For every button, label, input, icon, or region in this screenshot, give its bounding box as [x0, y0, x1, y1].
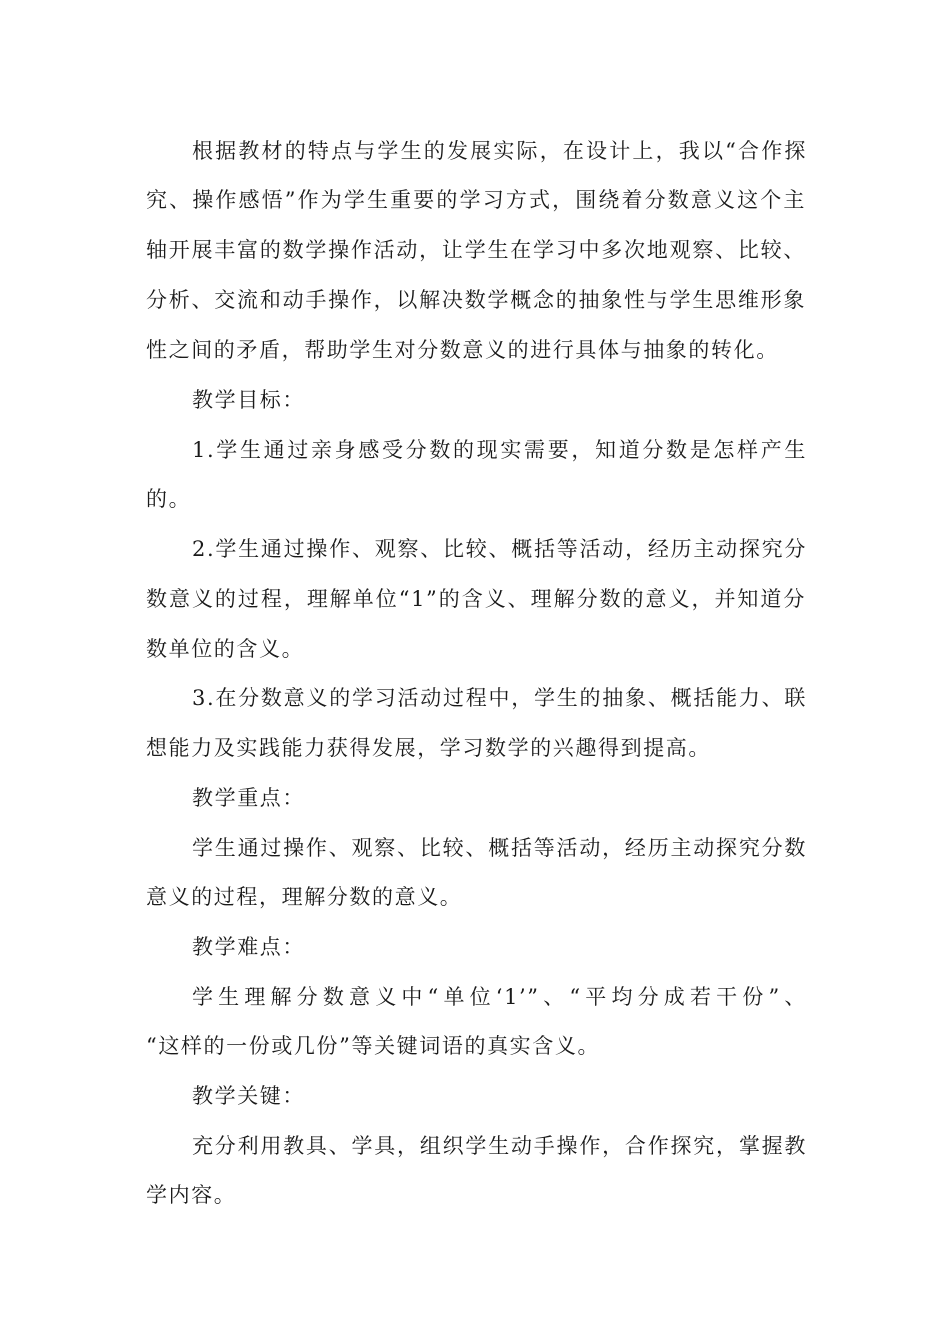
paragraph-intro-line-4: 分析、交流和动手操作，以解决数学概念的抽象性与学生思维形象 [146, 288, 806, 312]
paragraph-intro-line-3: 轴开展丰富的数学操作活动，让学生在学习中多次地观察、比较、 [146, 238, 806, 262]
paragraph-intro-line-1: 根据教材的特点与学生的发展实际，在设计上，我以“合作探 [192, 139, 807, 163]
difficulty-body-line-2: “这样的一份或几份”等关键词语的真实含义。 [146, 1034, 601, 1058]
focus-body-line-1: 学生通过操作、观察、比较、概括等活动，经历主动探究分数 [192, 836, 807, 860]
goal-2-line-3: 数单位的含义。 [146, 637, 305, 661]
key-body-line-2: 学内容。 [146, 1183, 237, 1207]
section-heading-focus: 教学重点： [192, 786, 305, 810]
goal-3-line-2: 想能力及实践能力获得发展，学习数学的兴趣得到提高。 [146, 736, 711, 760]
difficulty-body-line-1: 学生理解分数意义中“单位‘1’”、“平均分成若干份”、 [192, 985, 807, 1009]
section-heading-difficulty: 教学难点： [192, 935, 305, 959]
section-heading-key: 教学关键： [192, 1084, 305, 1108]
goal-1-line-1: 1.学生通过亲身感受分数的现实需要，知道分数是怎样产生 [192, 438, 807, 462]
goal-1-line-2: 的。 [146, 487, 192, 511]
key-body-line-1: 充分利用教具、学具，组织学生动手操作，合作探究，掌握教 [192, 1134, 807, 1158]
goal-2-line-1: 2.学生通过操作、观察、比较、概括等活动，经历主动探究分 [192, 537, 807, 561]
goal-3-line-1: 3.在分数意义的学习活动过程中，学生的抽象、概括能力、联 [192, 686, 807, 710]
focus-body-line-2: 意义的过程，理解分数的意义。 [146, 885, 463, 909]
paragraph-intro-line-5: 性之间的矛盾，帮助学生对分数意义的进行具体与抽象的转化。 [146, 338, 779, 362]
paragraph-intro-line-2: 究、操作感悟”作为学生重要的学习方式，围绕着分数意义这个主 [146, 188, 806, 212]
goal-2-line-2: 数意义的过程，理解单位“1”的含义、理解分数的意义，并知道分 [146, 587, 806, 611]
section-heading-goals: 教学目标： [192, 388, 305, 412]
